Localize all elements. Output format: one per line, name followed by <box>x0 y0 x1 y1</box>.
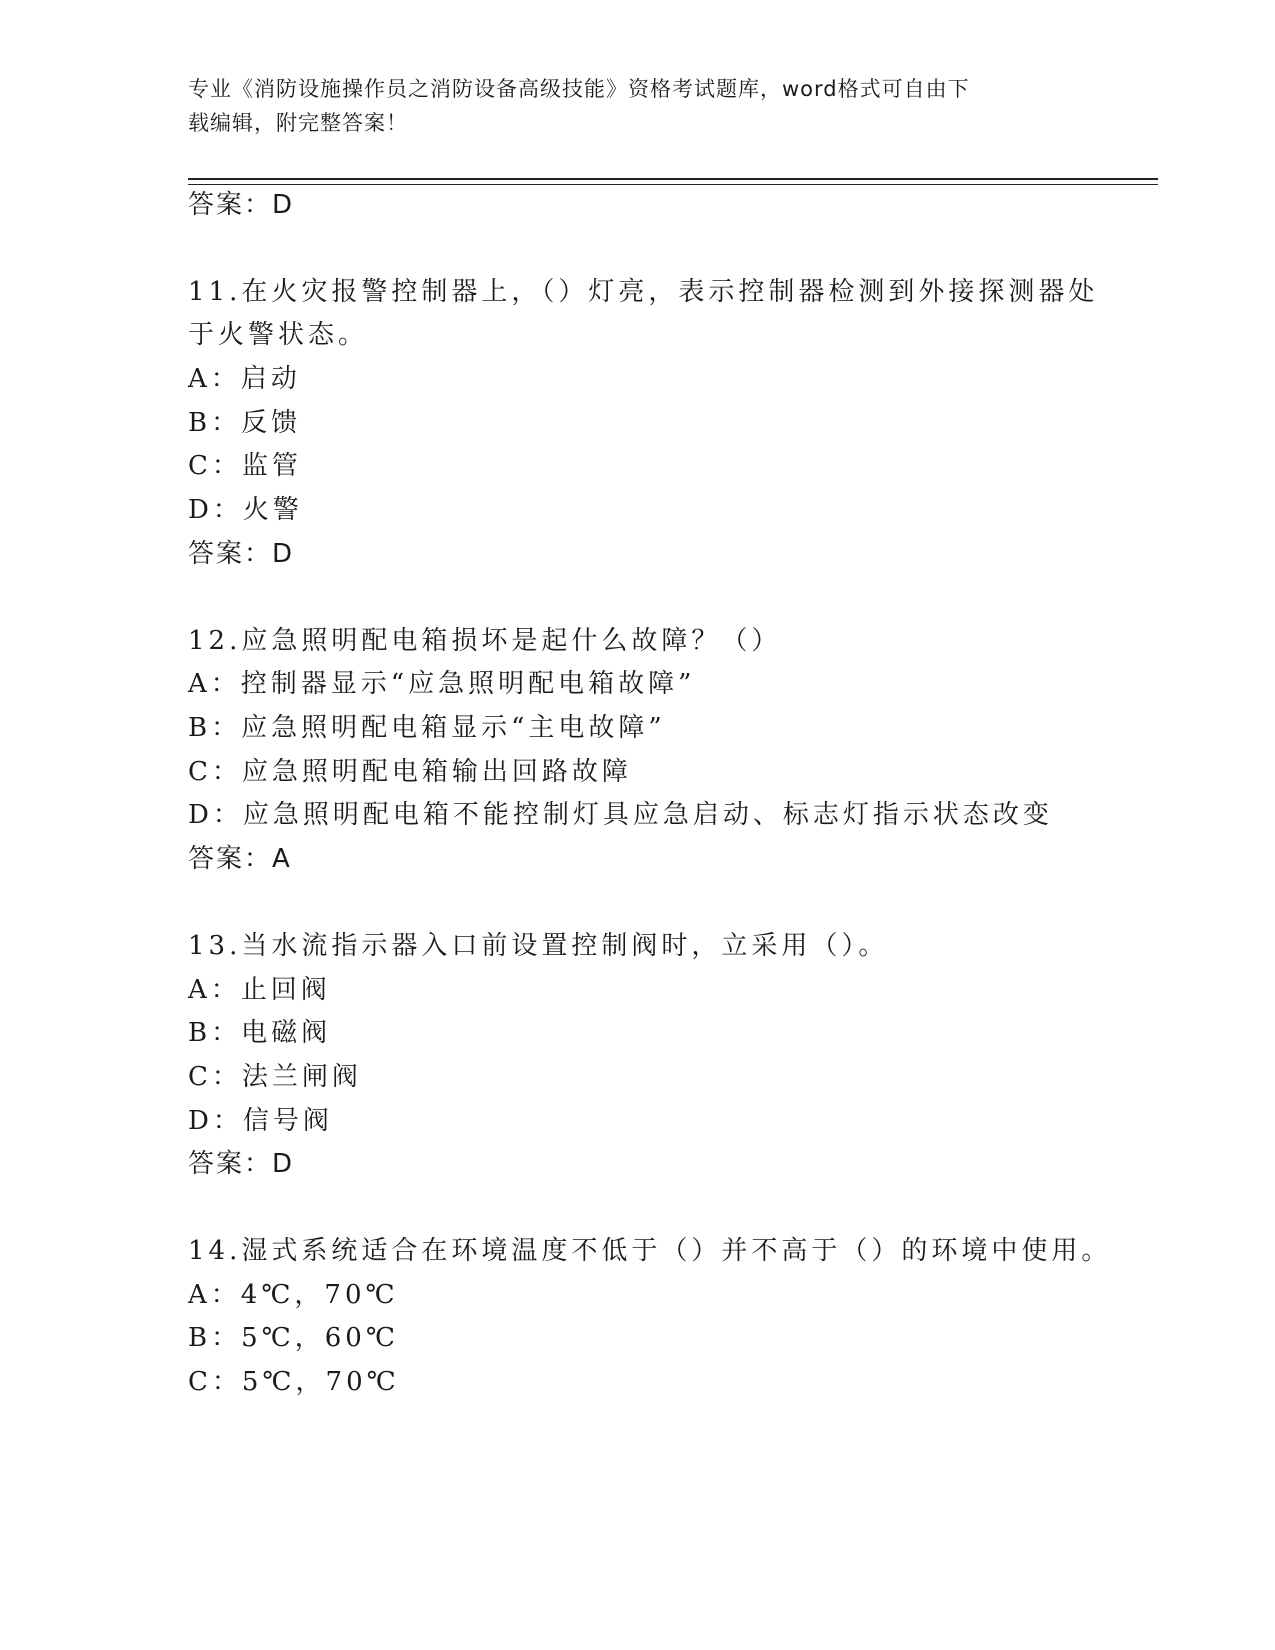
q13-option-d: D：信号阀 <box>188 1106 333 1136</box>
q11-stem-line-1: 11.在火灾报警控制器上，（）灯亮，表示控制器检测到外接探测器处 <box>188 277 1099 307</box>
q11-option-d: D：火警 <box>188 495 303 525</box>
document-header <box>188 72 1088 140</box>
q12-option-b: B：应急照明配电箱显示“主电故障” <box>188 713 666 743</box>
q14-stem: 14.湿式系统适合在环境温度不低于（）并不高于（）的环境中使用。 <box>188 1236 1112 1266</box>
q11-option-a: A：启动 <box>188 364 301 394</box>
header-line-2: 载编辑，附完整答案！ <box>188 111 408 135</box>
q11-answer: 答案：D <box>188 539 295 569</box>
q11-option-b: B：反馈 <box>188 408 302 438</box>
q12-answer: 答案：A <box>188 844 292 874</box>
q12-stem: 12.应急照明配电箱损坏是起什么故障？（） <box>188 626 782 656</box>
header-rule-thick <box>188 178 1158 180</box>
q14-option-c: C：5℃，70℃ <box>188 1367 400 1397</box>
q14-option-a: A：4℃，70℃ <box>188 1280 399 1310</box>
q12-option-c: C：应急照明配电箱输出回路故障 <box>188 757 632 787</box>
header-line-1: 专业《消防设施操作员之消防设备高级技能》资格考试题库，word格式可自由下 <box>188 77 970 101</box>
q13-stem: 13.当水流指示器入口前设置控制阀时，立采用（）。 <box>188 931 889 961</box>
q12-option-d: D：应急照明配电箱不能控制灯具应急启动、标志灯指示状态改变 <box>188 800 1053 830</box>
q11-stem-line-2: 于火警状态。 <box>188 320 369 350</box>
previous-answer: 答案：D <box>188 190 295 220</box>
q11-option-c: C：监管 <box>188 451 302 481</box>
q13-answer: 答案：D <box>188 1149 295 1179</box>
q13-option-c: C：法兰闸阀 <box>188 1062 362 1092</box>
q13-option-b: B：电磁阀 <box>188 1018 332 1048</box>
q13-option-a: A：止回阀 <box>188 975 331 1005</box>
header-rule-thin <box>188 184 1158 185</box>
q12-option-a: A：控制器显示“应急照明配电箱故障” <box>188 669 696 699</box>
q14-option-b: B：5℃，60℃ <box>188 1323 399 1353</box>
